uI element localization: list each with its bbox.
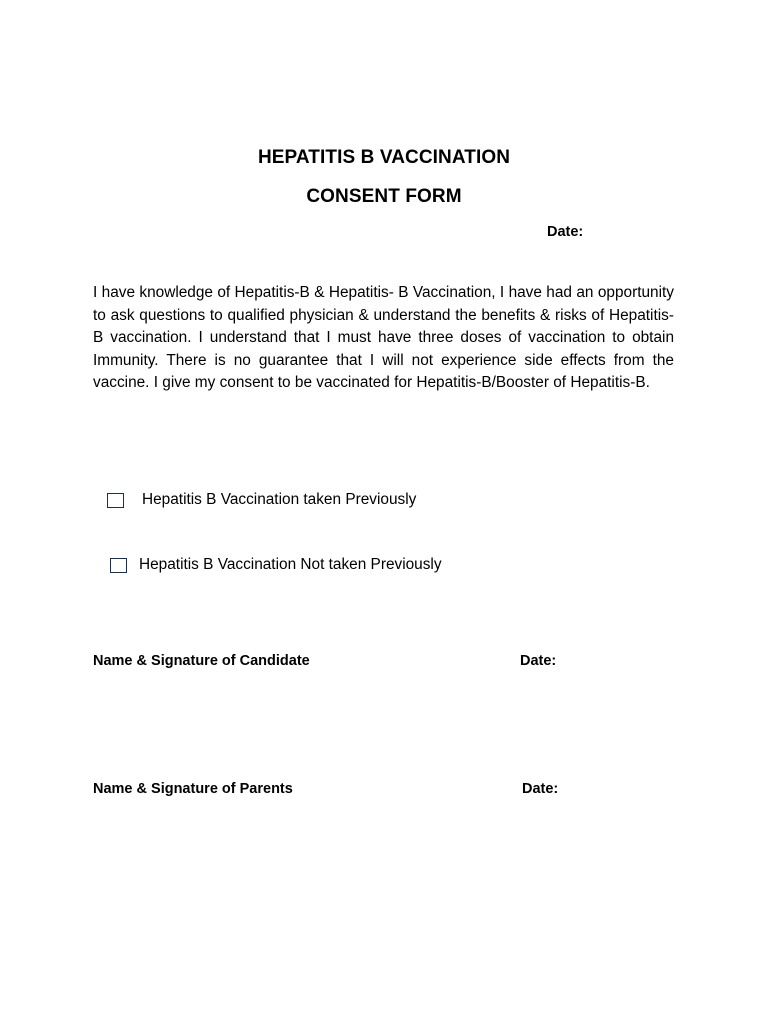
not-taken-previously-checkbox[interactable] [110, 558, 127, 573]
option-taken-previously [107, 491, 416, 509]
parents-signature-label: Name & Signature of Parents [93, 781, 293, 797]
taken-previously-checkbox[interactable] [107, 493, 124, 508]
taken-previously-label: Hepatitis B Vaccination taken Previously [142, 491, 417, 508]
form-title: HEPATITIS B VACCINATION [257, 147, 511, 168]
not-taken-previously-label: Hepatitis B Vaccination Not taken Previously [139, 556, 442, 573]
option-not-taken-previously [110, 556, 442, 574]
form-subtitle: CONSENT FORM [306, 186, 462, 207]
consent-statement: I have knowledge of Hepatitis-B & Hepatitis- B Vaccination, I have had an opportunity to ask questions to qualified physician & understand the benefits & risks of Hepatitis-B vaccination. I understand that I must have three doses of vaccination to obtain Immunity. There is no guarantee that I will not experience side effects from the vaccine. I give my consent to be vaccinated for Hepatitis-B/Booster of Hepatitis-B. [93, 284, 674, 392]
parents-date-label: Date: [522, 781, 559, 797]
form-date-label: Date: [547, 224, 584, 240]
candidate-signature-label: Name & Signature of Candidate [93, 653, 310, 669]
candidate-date-label: Date: [520, 653, 557, 669]
